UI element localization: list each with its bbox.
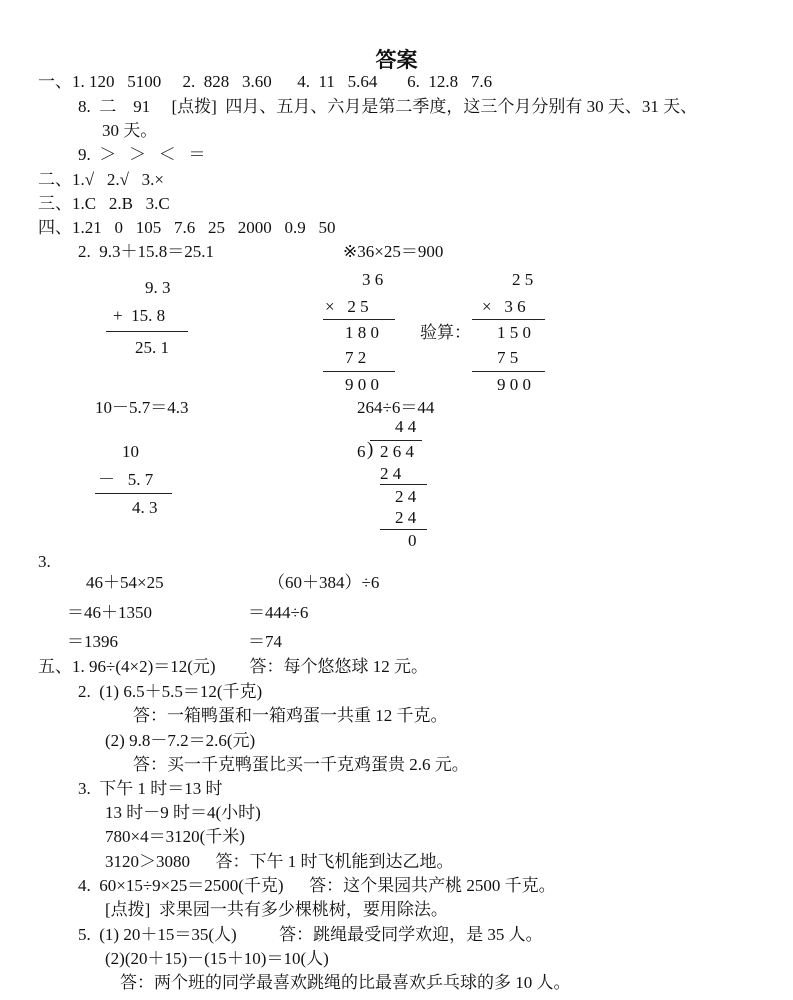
mul-operand-a: 3 6 [362,270,384,289]
section-5-q3-line3: 780×4＝3120(千米) [105,827,245,846]
section-4-q1: 四、1.21 0 105 7.6 25 2000 0.9 50 [38,218,336,237]
q3-left-step: ＝46＋1350 [67,603,152,622]
check-partial-2: 7 5 [497,348,519,367]
section-4-q2-mul: ※36×25＝900 [343,242,444,261]
answer-q9: 9. ＞ ＞ ＜ ＝ [78,145,206,164]
section-5-q4: 4. 60×15÷9×25＝2500(千克) 答：这个果园共产桃 2500 千克。 [78,876,556,895]
div-rule-1 [380,484,427,485]
mul-operand-b: × 2 5 [325,297,369,316]
div-step-1: 2 4 [380,464,402,483]
section-5-q2-1-answer: 答：一箱鸭蛋和一箱鸡蛋一共重 12 千克。 [133,706,448,725]
sub-result: 4. 3 [132,498,158,517]
section-5-q5-1: 5. (1) 20＋15＝35(人) 答：跳绳最受同学欢迎，是 35 人。 [78,925,543,944]
mul-partial-2: 7 2 [345,348,367,367]
answer-q8-cont: 30 天。 [102,121,158,140]
mul-result: 9 0 0 [345,375,379,394]
div-dividend: 2 6 4 [380,442,414,461]
section-5-q2-2-answer: 答：买一千克鸭蛋比买一千克鸡蛋贵 2.6 元。 [133,755,469,774]
answer-q8: 8. 二 91 [点拨] 四月、五月、六月是第二季度，这三个月分别有 30 天、31 天、 [78,97,698,116]
q3-label: 3. [38,552,51,571]
section-5-q4-hint: [点拨] 求果园一共有多少棵桃树，要用除法。 [105,900,448,919]
check-partial-1: 1 5 0 [497,323,531,342]
q3-right-result: ＝74 [248,632,282,651]
q3-left-expr: 46＋54×25 [86,573,164,592]
q3-right-step: ＝444÷6 [248,603,309,622]
mul-rule-1 [323,319,395,320]
div-bracket-icon: ) [367,439,374,460]
section-5-q2-1: 2. (1) 6.5＋5.5＝12(千克) [78,682,263,701]
answer-line-1: 一、1. 120 5100 2. 828 3.60 4. 11 5.64 6. 12.8 7.6 [38,72,493,91]
section-5-q3-line2: 13 时－9 时＝4(小时) [105,803,261,822]
section-5-q3: 3. 下午 1 时＝13 时 [78,779,223,798]
div-step-2: 2 4 [395,487,417,506]
mul-partial-1: 1 8 0 [345,323,379,342]
add-result: 25. 1 [135,338,169,357]
check-operand-b: × 3 6 [482,297,526,316]
check-operand-a: 2 5 [512,270,534,289]
page-title: 答案 [375,48,418,72]
div-rule-2 [380,529,427,530]
check-rule-2 [472,371,545,372]
q3-right-expr: （60＋384）÷6 [268,573,380,592]
check-result: 9 0 0 [497,375,531,394]
sub-equation: 10－5.7＝4.3 [95,398,189,417]
sub-rule [95,493,172,494]
add-rule [106,331,188,332]
mul-rule-2 [323,371,395,372]
div-step-3: 2 4 [395,508,417,527]
div-divisor: 6 [357,442,366,461]
q3-left-result: ＝1396 [67,632,118,651]
section-5-q5-2-answer: 答：两个班的同学最喜欢跳绳的比最喜欢乒乓球的多 10 人。 [120,973,571,992]
section-2: 二、1.√ 2.√ 3.× [38,170,164,189]
div-remainder: 0 [408,531,417,550]
div-bracket-top [370,440,422,441]
add-operand-a: 9. 3 [145,278,171,297]
section-3: 三、1.C 2.B 3.C [38,194,170,213]
section-5-q5-2: (2)(20＋15)－(15＋10)＝10(人) [105,949,329,968]
section-5-q2-2: (2) 9.8－7.2＝2.6(元) [105,731,256,750]
check-label: 验算： [420,323,471,342]
section-4-q2-add: 2. 9.3＋15.8＝25.1 [78,242,214,261]
sub-operand-b: － 5. 7 [98,470,154,489]
check-rule-1 [472,319,545,320]
section-5-q1: 五、1. 96÷(4×2)＝12(元) 答：每个悠悠球 12 元。 [38,657,429,676]
div-quotient: 4 4 [395,417,417,436]
add-operand-b: + 15. 8 [113,306,166,325]
section-5-q3-line4: 3120＞3080 答：下午 1 时飞机能到达乙地。 [105,852,454,871]
sub-operand-a: 10 [122,442,139,461]
div-equation: 264÷6＝44 [357,398,435,417]
